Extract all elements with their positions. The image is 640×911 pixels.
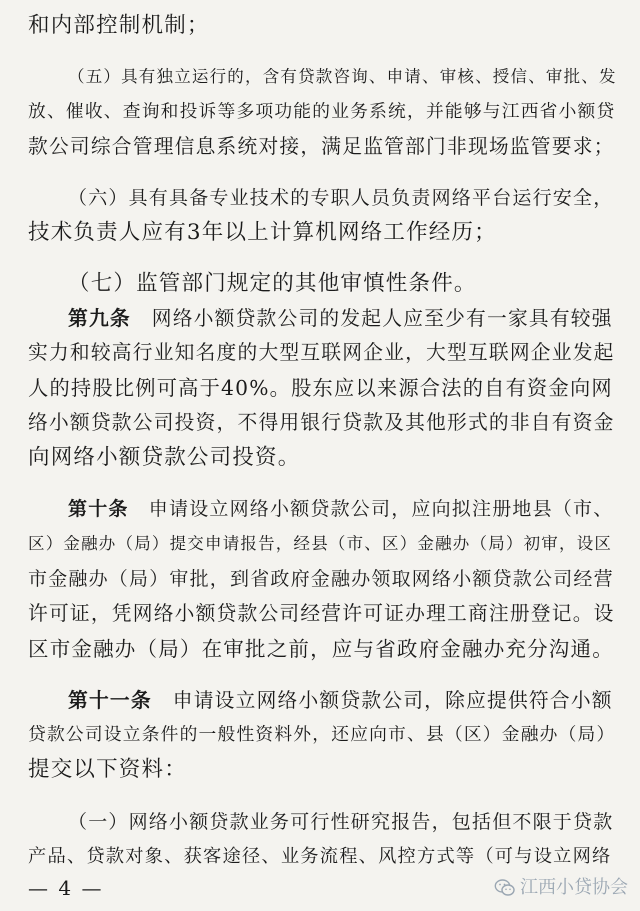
text-line [0,561,640,597]
text-line [0,370,640,406]
text-line [0,717,640,753]
text-line [0,440,640,476]
page-number: — 4 — [28,876,104,900]
text-line [0,94,640,130]
article-heading: 第九条 [68,306,131,330]
text-line [0,129,640,165]
text-line [0,335,640,371]
text-line [0,59,640,95]
line-text: （六）具有具备专业技术的专职人员负责网络平台运行安全， [68,187,614,209]
line-text: （七）监管部门规定的其他审慎性条件。 [68,271,477,296]
text-line [0,215,640,251]
line-text: 款公司综合管理信息系统对接，满足监管部门非现场监管要求； [28,135,615,158]
text-line [0,266,640,302]
line-text: 产品、贷款对象、获客途径、业务流程、风控方式等（可与设立网络 [28,846,612,867]
article-heading: 第十条 [68,498,129,520]
text-line [0,405,640,441]
line-text: 实力和较高行业知名度的大型互联网企业，大型互联网企业发起 [28,341,615,364]
text-line [0,300,640,336]
text-line [0,491,640,527]
line-text: （五）具有独立运行的，含有贷款咨询、申请、审核、授信、审批、发 [68,67,617,86]
article-heading: 第十一条 [68,688,152,712]
line-text: （一）网络小额贷款业务可行性研究报告，包括但不限于贷款 [68,811,614,833]
text-line [0,682,640,718]
line-text: 放、催收、查询和投诉等多项功能的业务系统，并能够与江西省小额贷 [28,102,616,122]
line-text: 市金融办（局）审批，到省政府金融办领取网络小额贷款公司经营 [28,568,614,590]
text-line [0,8,640,44]
text-line [0,752,640,788]
text-line [0,839,640,875]
wechat-icon [494,878,516,898]
text-line [0,180,640,216]
text-line [0,804,640,840]
line-text: 区）金融办（局）提交申请报告，经县（市、区）金融办（局）初审，设区 [28,534,613,553]
text-line [0,631,640,667]
watermark-text: 江西小贷协会 [520,877,628,898]
line-text: 技术负责人应有3年以上计算机网络工作经历； [28,220,497,245]
line-text: 向网络小额贷款公司投资。 [28,445,301,470]
line-text: 申请设立网络小额贷款公司，应向拟注册地县（市、 [128,498,614,520]
line-text: 和内部控制机制； [28,13,210,38]
line-text: 区市金融办（局）在审批之前，应与省政府金融办充分沟通。 [28,637,614,661]
text-line [0,596,640,632]
line-text: 络小额贷款公司投资，不得用银行贷款及其他形式的非自有资金 [28,411,615,434]
line-text: 人的持股比例可高于40%。股东应以来源合法的自有资金向网 [28,376,613,400]
line-text: 贷款公司设立条件的一般性资料外，还应向市、县（区）金融办（局） [28,725,616,745]
line-text: 网络小额贷款公司的发起人应至少有一家具有较强 [130,307,613,330]
watermark [494,874,628,902]
line-text: 申请设立网络小额贷款公司，除应提供符合小额 [151,689,613,712]
text-line [0,526,640,562]
line-text: 许可证，凭网络小额贷款公司经营许可证办理工商注册登记。设 [28,602,615,625]
line-text: 提交以下资料： [28,757,187,782]
